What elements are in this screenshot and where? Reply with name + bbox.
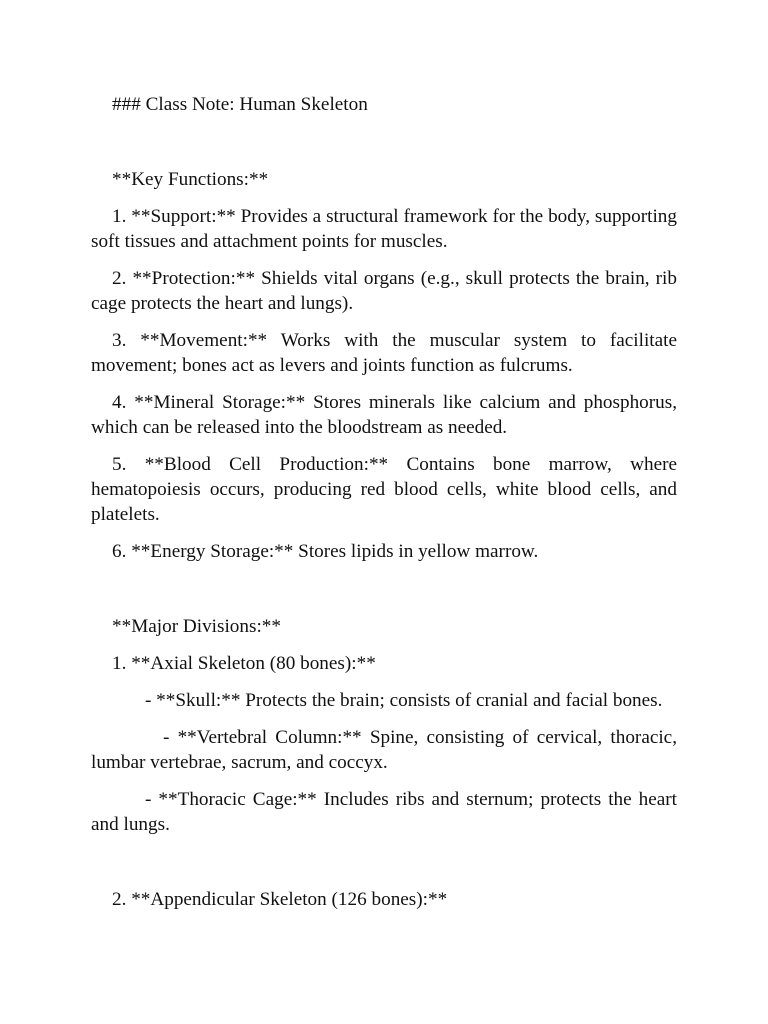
function-item-mineral-storage: 4. **Mineral Storage:** Stores minerals like calcium and phosphorus, which can be released into the bloodstream as needed.	[91, 392, 677, 438]
document-title: ### Class Note: Human Skeleton	[112, 94, 368, 115]
axial-item-thoracic-cage: - **Thoracic Cage:** Includes ribs and sternum; protects the heart and lungs.	[91, 789, 677, 835]
appendicular-skeleton-label: 2. **Appendicular Skeleton (126 bones):**	[112, 889, 448, 910]
function-item-blood-cell-production: 5. **Blood Cell Production:** Contains bone marrow, where hematopoiesis occurs, producing red blood cells, white blood cells, and platelets.	[91, 454, 677, 525]
function-item-energy-storage: 6. **Energy Storage:** Stores lipids in yellow marrow.	[112, 541, 539, 562]
function-item-support: 1. **Support:** Provides a structural framework for the body, supporting soft tissues and attachment points for muscles.	[91, 206, 677, 252]
function-item-movement: 3. **Movement:** Works with the muscular system to facilitate movement; bones act as levers and joints function as fulcrums.	[91, 330, 677, 376]
axial-item-skull: - **Skull:** Protects the brain; consists of cranial and facial bones.	[145, 690, 663, 711]
axial-skeleton-label: 1. **Axial Skeleton (80 bones):**	[112, 653, 376, 674]
key-functions-heading: **Key Functions:**	[112, 169, 269, 190]
major-divisions-heading: **Major Divisions:**	[112, 616, 281, 637]
axial-item-vertebral-column: - **Vertebral Column:** Spine, consisting of cervical, thoracic, lumbar vertebrae, sacrum, and coccyx.	[91, 727, 677, 773]
function-item-protection: 2. **Protection:** Shields vital organs (e.g., skull protects the brain, rib cage protects the heart and lungs).	[91, 268, 677, 314]
